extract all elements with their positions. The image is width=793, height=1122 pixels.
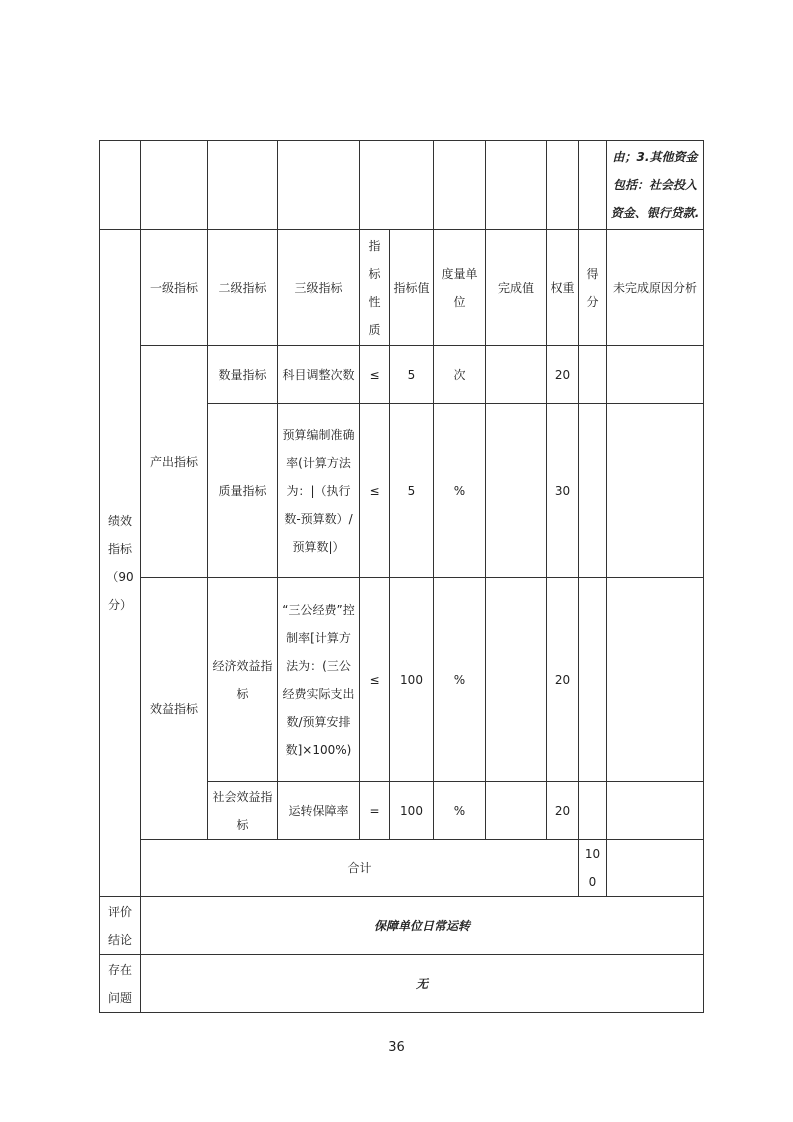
table-row	[100, 578, 704, 782]
row-level2: 经济效益指标	[208, 578, 278, 782]
header-completed: 完成值	[486, 230, 547, 346]
row-reason	[607, 782, 704, 840]
row-nature: =	[360, 782, 390, 840]
row-unit: 次	[434, 346, 486, 404]
empty-cell	[100, 141, 141, 230]
row-completed	[486, 782, 547, 840]
row-reason	[607, 346, 704, 404]
header-level2: 二级指标	[208, 230, 278, 346]
header-row	[100, 230, 704, 346]
row-unit: %	[434, 404, 486, 578]
problems-value: 无	[141, 955, 704, 1013]
continuation-row	[100, 141, 704, 230]
row-level2: 数量指标	[208, 346, 278, 404]
row-score	[579, 782, 607, 840]
empty-cell	[547, 141, 579, 230]
row-level2: 质量指标	[208, 404, 278, 578]
header-score: 得分	[579, 230, 607, 346]
row-level2: 社会效益指标	[208, 782, 278, 840]
row-reason	[607, 578, 704, 782]
problems-row	[100, 955, 704, 1013]
row-weight: 20	[547, 346, 579, 404]
row-nature: ≤	[360, 346, 390, 404]
row-score	[579, 404, 607, 578]
empty-cell	[278, 141, 360, 230]
group-benefit: 效益指标	[141, 578, 208, 840]
performance-table	[99, 140, 704, 1013]
row-completed	[486, 578, 547, 782]
total-row	[100, 840, 704, 897]
header-unit: 度量单位	[434, 230, 486, 346]
row-level3: 预算编制准确率(计算方法为：|（执行数-预算数）/预算数|）	[278, 404, 360, 578]
row-value: 100	[390, 782, 434, 840]
row-unit: %	[434, 782, 486, 840]
empty-cell	[360, 141, 434, 230]
header-nature: 指标性质	[360, 230, 390, 346]
header-reason: 未完成原因分析	[607, 230, 704, 346]
empty-cell	[579, 141, 607, 230]
row-reason	[607, 404, 704, 578]
row-unit: %	[434, 578, 486, 782]
group-output: 产出指标	[141, 346, 208, 578]
table-row	[100, 346, 704, 404]
row-score	[579, 578, 607, 782]
row-weight: 20	[547, 782, 579, 840]
empty-cell	[434, 141, 486, 230]
row-level3: 运转保障率	[278, 782, 360, 840]
row-level3: “三公经费”控制率[计算方法为：(三公经费实际支出数/预算安排数]×100%)	[278, 578, 360, 782]
empty-cell	[208, 141, 278, 230]
total-weight: 100	[579, 840, 607, 897]
row-score	[579, 346, 607, 404]
row-level3: 科目调整次数	[278, 346, 360, 404]
row-value: 100	[390, 578, 434, 782]
empty-cell	[486, 141, 547, 230]
row-completed	[486, 346, 547, 404]
evaluation-label: 评价结论	[100, 897, 141, 955]
empty-cell	[141, 141, 208, 230]
total-label: 合计	[141, 840, 579, 897]
funding-note: 由；3.其他资金包括：社会投入资金、银行贷款.	[607, 141, 704, 230]
row-nature: ≤	[360, 404, 390, 578]
evaluation-value: 保障单位日常运转	[141, 897, 704, 955]
header-value: 指标值	[390, 230, 434, 346]
row-value: 5	[390, 346, 434, 404]
row-completed	[486, 404, 547, 578]
header-level3: 三级指标	[278, 230, 360, 346]
header-weight: 权重	[547, 230, 579, 346]
row-nature: ≤	[360, 578, 390, 782]
page-number: 36	[388, 1040, 405, 1055]
total-score	[607, 840, 704, 897]
problems-label: 存在问题	[100, 955, 141, 1013]
row-weight: 30	[547, 404, 579, 578]
evaluation-row	[100, 897, 704, 955]
header-level1: 一级指标	[141, 230, 208, 346]
row-value: 5	[390, 404, 434, 578]
section-label: 绩效指标（90分）	[100, 230, 141, 897]
row-weight: 20	[547, 578, 579, 782]
